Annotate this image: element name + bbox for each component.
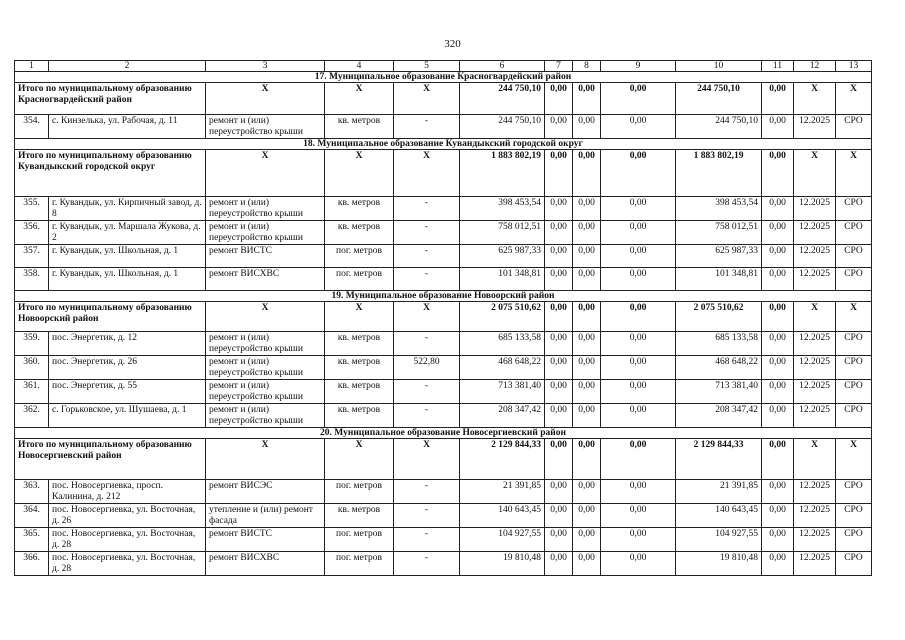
c11-cell: 0,00: [762, 197, 794, 221]
table-row: [15, 197, 872, 221]
total-c3: X: [206, 439, 325, 480]
fund-cost-cell: 140 643,45: [676, 504, 762, 528]
c9-cell: 0,00: [601, 356, 676, 380]
quantity-cell: -: [394, 197, 460, 221]
fund-cost-cell: 208 347,42: [676, 404, 762, 428]
c7-cell: 0,00: [545, 245, 573, 268]
address-cell: г. Кувандык, ул. Школьная, д. 1: [49, 245, 206, 268]
c8-cell: 0,00: [573, 221, 601, 245]
total-c4: X: [325, 83, 394, 115]
row-number: 355.: [15, 197, 49, 221]
total-c4: X: [325, 439, 394, 480]
total-c3: X: [206, 83, 325, 115]
total-cost-cell: 140 643,45: [460, 504, 545, 528]
c11-cell: 0,00: [762, 552, 794, 576]
quantity-cell: -: [394, 528, 460, 552]
work-type-cell: ремонт ВИСТС: [206, 528, 325, 552]
c9-cell: 0,00: [601, 245, 676, 268]
table-row: [15, 221, 872, 245]
section-heading-row: [15, 139, 872, 150]
column-number-header: 10: [676, 61, 762, 72]
total-c7: 0,00: [545, 150, 573, 197]
c7-cell: 0,00: [545, 528, 573, 552]
total-c12: X: [794, 439, 836, 480]
total-row: [15, 439, 872, 480]
total-c13: X: [836, 439, 872, 480]
total-cost-cell: 713 381,40: [460, 380, 545, 404]
c9-cell: 0,00: [601, 552, 676, 576]
total-c11: 0,00: [762, 302, 794, 332]
table-body: [15, 61, 872, 576]
total-cost-cell: 19 810,48: [460, 552, 545, 576]
c9-cell: 0,00: [601, 332, 676, 356]
quantity-cell: -: [394, 552, 460, 576]
work-type-cell: ремонт ВИСЭС: [206, 480, 325, 504]
total-c12: X: [794, 150, 836, 197]
row-number: 362.: [15, 404, 49, 428]
total-c11: 0,00: [762, 83, 794, 115]
total-c8: 0,00: [573, 302, 601, 332]
total-c9: 0,00: [601, 150, 676, 197]
c8-cell: 0,00: [573, 552, 601, 576]
section-heading-row: [15, 428, 872, 439]
address-cell: г. Кувандык, ул. Школьная, д. 1: [49, 268, 206, 291]
quantity-cell: -: [394, 221, 460, 245]
address-cell: г. Кувандык, ул. Маршала Жукова, д. 2: [49, 221, 206, 245]
address-cell: с. Кинзелька, ул. Рабочая, д. 11: [49, 115, 206, 139]
c7-cell: 0,00: [545, 268, 573, 291]
fund-cost-cell: 758 012,51: [676, 221, 762, 245]
column-number-header: 5: [394, 61, 460, 72]
fund-cost-cell: 398 453,54: [676, 197, 762, 221]
c8-cell: 0,00: [573, 115, 601, 139]
total-c6: 2 129 844,33: [460, 439, 545, 480]
table-row: [15, 552, 872, 576]
total-c6: 1 883 802,19: [460, 150, 545, 197]
method-cell: СРО: [836, 268, 872, 291]
unit-cell: пог. метров: [325, 528, 394, 552]
row-number: 354.: [15, 115, 49, 139]
unit-cell: кв. метров: [325, 197, 394, 221]
method-cell: СРО: [836, 356, 872, 380]
address-cell: пос. Энергетик, д. 26: [49, 356, 206, 380]
total-label: Итого по муниципальному образованию Новосергиевский район: [15, 439, 206, 480]
fund-cost-cell: 685 133,58: [676, 332, 762, 356]
row-number: 356.: [15, 221, 49, 245]
quantity-cell: -: [394, 245, 460, 268]
quantity-cell: -: [394, 380, 460, 404]
unit-cell: пог. метров: [325, 480, 394, 504]
total-c4: X: [325, 302, 394, 332]
method-cell: СРО: [836, 380, 872, 404]
work-type-cell: ремонт и (или) переустройство крыши: [206, 332, 325, 356]
c9-cell: 0,00: [601, 380, 676, 404]
c11-cell: 0,00: [762, 356, 794, 380]
total-cost-cell: 468 648,22: [460, 356, 545, 380]
c9-cell: 0,00: [601, 480, 676, 504]
c8-cell: 0,00: [573, 528, 601, 552]
total-c5: X: [394, 83, 460, 115]
total-c7: 0,00: [545, 302, 573, 332]
section-title: 17. Муниципальное образование Красногвардейский район: [15, 72, 872, 83]
work-type-cell: ремонт и (или) переустройство крыши: [206, 221, 325, 245]
total-cost-cell: 685 133,58: [460, 332, 545, 356]
fund-cost-cell: 713 381,40: [676, 380, 762, 404]
section-title: 19. Муниципальное образование Новоорский район: [15, 291, 872, 302]
table-row: [15, 268, 872, 291]
c7-cell: 0,00: [545, 197, 573, 221]
method-cell: СРО: [836, 552, 872, 576]
deadline-cell: 12.2025: [794, 197, 836, 221]
c8-cell: 0,00: [573, 356, 601, 380]
row-number: 364.: [15, 504, 49, 528]
c11-cell: 0,00: [762, 268, 794, 291]
c9-cell: 0,00: [601, 504, 676, 528]
row-number: 363.: [15, 480, 49, 504]
section-heading-row: [15, 72, 872, 83]
deadline-cell: 12.2025: [794, 268, 836, 291]
total-cost-cell: 104 927,55: [460, 528, 545, 552]
column-number-header: 6: [460, 61, 545, 72]
c7-cell: 0,00: [545, 221, 573, 245]
total-c5: X: [394, 302, 460, 332]
total-c11: 0,00: [762, 439, 794, 480]
fund-cost-cell: 21 391,85: [676, 480, 762, 504]
deadline-cell: 12.2025: [794, 115, 836, 139]
total-c8: 0,00: [573, 83, 601, 115]
c7-cell: 0,00: [545, 504, 573, 528]
fund-cost-cell: 101 348,81: [676, 268, 762, 291]
c7-cell: 0,00: [545, 404, 573, 428]
method-cell: СРО: [836, 504, 872, 528]
deadline-cell: 12.2025: [794, 528, 836, 552]
column-number-row: [15, 61, 872, 72]
total-label: Итого по муниципальному образованию Кувандыкский городской округ: [15, 150, 206, 197]
quantity-cell: -: [394, 332, 460, 356]
method-cell: СРО: [836, 245, 872, 268]
total-cost-cell: 208 347,42: [460, 404, 545, 428]
deadline-cell: 12.2025: [794, 404, 836, 428]
address-cell: пос. Новосергиевка, просп. Калинина, д. 212: [49, 480, 206, 504]
unit-cell: кв. метров: [325, 115, 394, 139]
c7-cell: 0,00: [545, 480, 573, 504]
address-cell: г. Кувандык, ул. Кирпичный завод, д. 8: [49, 197, 206, 221]
c11-cell: 0,00: [762, 504, 794, 528]
method-cell: СРО: [836, 221, 872, 245]
c9-cell: 0,00: [601, 115, 676, 139]
c8-cell: 0,00: [573, 504, 601, 528]
column-number-header: 7: [545, 61, 573, 72]
address-cell: пос. Новосергиевка, ул. Восточная, д. 28: [49, 552, 206, 576]
c7-cell: 0,00: [545, 356, 573, 380]
work-type-cell: ремонт и (или) переустройство крыши: [206, 356, 325, 380]
total-cost-cell: 101 348,81: [460, 268, 545, 291]
unit-cell: кв. метров: [325, 380, 394, 404]
total-label: Итого по муниципальному образованию Красногвардейский район: [15, 83, 206, 115]
row-number: 358.: [15, 268, 49, 291]
total-cost-cell: 625 987,33: [460, 245, 545, 268]
c8-cell: 0,00: [573, 245, 601, 268]
quantity-cell: -: [394, 480, 460, 504]
repair-program-table: [14, 60, 872, 576]
page-number: 320: [444, 38, 461, 50]
table-row: [15, 480, 872, 504]
quantity-cell: -: [394, 268, 460, 291]
c7-cell: 0,00: [545, 552, 573, 576]
total-c6: 244 750,10: [460, 83, 545, 115]
deadline-cell: 12.2025: [794, 221, 836, 245]
total-c13: X: [836, 83, 872, 115]
total-c8: 0,00: [573, 150, 601, 197]
c7-cell: 0,00: [545, 332, 573, 356]
total-c5: X: [394, 439, 460, 480]
fund-cost-cell: 19 810,48: [676, 552, 762, 576]
work-type-cell: ремонт и (или) переустройство крыши: [206, 197, 325, 221]
unit-cell: кв. метров: [325, 504, 394, 528]
table-row: [15, 528, 872, 552]
c9-cell: 0,00: [601, 268, 676, 291]
total-row: [15, 302, 872, 332]
c9-cell: 0,00: [601, 528, 676, 552]
table-row: [15, 404, 872, 428]
quantity-cell: -: [394, 404, 460, 428]
unit-cell: кв. метров: [325, 404, 394, 428]
fund-cost-cell: 104 927,55: [676, 528, 762, 552]
c11-cell: 0,00: [762, 245, 794, 268]
column-number-header: 2: [49, 61, 206, 72]
total-cost-cell: 398 453,54: [460, 197, 545, 221]
table-row: [15, 245, 872, 268]
address-cell: пос. Новосергиевка, ул. Восточная, д. 28: [49, 528, 206, 552]
total-cost-cell: 21 391,85: [460, 480, 545, 504]
row-number: 365.: [15, 528, 49, 552]
section-title: 18. Муниципальное образование Кувандыкский городской округ: [15, 139, 872, 150]
quantity-cell: -: [394, 115, 460, 139]
deadline-cell: 12.2025: [794, 356, 836, 380]
column-number-header: 4: [325, 61, 394, 72]
method-cell: СРО: [836, 115, 872, 139]
total-c10: 244 750,10: [676, 83, 762, 115]
deadline-cell: 12.2025: [794, 245, 836, 268]
method-cell: СРО: [836, 404, 872, 428]
fund-cost-cell: 468 648,22: [676, 356, 762, 380]
c11-cell: 0,00: [762, 115, 794, 139]
total-c7: 0,00: [545, 83, 573, 115]
deadline-cell: 12.2025: [794, 552, 836, 576]
c8-cell: 0,00: [573, 380, 601, 404]
c8-cell: 0,00: [573, 480, 601, 504]
unit-cell: кв. метров: [325, 356, 394, 380]
column-number-header: 11: [762, 61, 794, 72]
column-number-header: 12: [794, 61, 836, 72]
quantity-cell: -: [394, 504, 460, 528]
c8-cell: 0,00: [573, 268, 601, 291]
c8-cell: 0,00: [573, 332, 601, 356]
row-number: 360.: [15, 356, 49, 380]
c7-cell: 0,00: [545, 115, 573, 139]
table-row: [15, 356, 872, 380]
total-c8: 0,00: [573, 439, 601, 480]
total-c13: X: [836, 302, 872, 332]
method-cell: СРО: [836, 480, 872, 504]
section-title: 20. Муниципальное образование Новосергиевский район: [15, 428, 872, 439]
total-c12: X: [794, 83, 836, 115]
table-row: [15, 332, 872, 356]
table-row: [15, 504, 872, 528]
unit-cell: пог. метров: [325, 552, 394, 576]
fund-cost-cell: 625 987,33: [676, 245, 762, 268]
column-number-header: 3: [206, 61, 325, 72]
unit-cell: кв. метров: [325, 332, 394, 356]
c9-cell: 0,00: [601, 404, 676, 428]
total-c9: 0,00: [601, 302, 676, 332]
c8-cell: 0,00: [573, 404, 601, 428]
address-cell: пос. Новосергиевка, ул. Восточная, д. 26: [49, 504, 206, 528]
method-cell: СРО: [836, 332, 872, 356]
c11-cell: 0,00: [762, 480, 794, 504]
unit-cell: пог. метров: [325, 268, 394, 291]
row-number: 366.: [15, 552, 49, 576]
method-cell: СРО: [836, 528, 872, 552]
total-c9: 0,00: [601, 439, 676, 480]
deadline-cell: 12.2025: [794, 332, 836, 356]
column-number-header: 13: [836, 61, 872, 72]
row-number: 361.: [15, 380, 49, 404]
total-c7: 0,00: [545, 439, 573, 480]
address-cell: пос. Энергетик, д. 12: [49, 332, 206, 356]
deadline-cell: 12.2025: [794, 504, 836, 528]
total-row: [15, 150, 872, 197]
deadline-cell: 12.2025: [794, 480, 836, 504]
c9-cell: 0,00: [601, 221, 676, 245]
work-type-cell: ремонт ВИСХВС: [206, 268, 325, 291]
total-c11: 0,00: [762, 150, 794, 197]
work-type-cell: ремонт ВИСХВС: [206, 552, 325, 576]
c7-cell: 0,00: [545, 380, 573, 404]
work-type-cell: утепление и (или) ремонт фасада: [206, 504, 325, 528]
total-c9: 0,00: [601, 83, 676, 115]
total-cost-cell: 758 012,51: [460, 221, 545, 245]
total-c3: X: [206, 302, 325, 332]
address-cell: с. Горьковское, ул. Шушаева, д. 1: [49, 404, 206, 428]
work-type-cell: ремонт и (или) переустройство крыши: [206, 380, 325, 404]
fund-cost-cell: 244 750,10: [676, 115, 762, 139]
total-c10: 2 075 510,62: [676, 302, 762, 332]
total-c13: X: [836, 150, 872, 197]
total-c10: 1 883 802,19: [676, 150, 762, 197]
deadline-cell: 12.2025: [794, 380, 836, 404]
total-c5: X: [394, 150, 460, 197]
table-row: [15, 380, 872, 404]
method-cell: СРО: [836, 197, 872, 221]
quantity-cell: 522,80: [394, 356, 460, 380]
address-cell: пос. Энергетик, д. 55: [49, 380, 206, 404]
section-heading-row: [15, 291, 872, 302]
row-number: 357.: [15, 245, 49, 268]
work-type-cell: ремонт ВИСТС: [206, 245, 325, 268]
c11-cell: 0,00: [762, 404, 794, 428]
c11-cell: 0,00: [762, 528, 794, 552]
column-number-header: 8: [573, 61, 601, 72]
total-cost-cell: 244 750,10: [460, 115, 545, 139]
column-number-header: 9: [601, 61, 676, 72]
total-c4: X: [325, 150, 394, 197]
unit-cell: кв. метров: [325, 221, 394, 245]
total-c12: X: [794, 302, 836, 332]
column-number-header: 1: [15, 61, 49, 72]
c11-cell: 0,00: [762, 332, 794, 356]
table-row: [15, 115, 872, 139]
unit-cell: пог. метров: [325, 245, 394, 268]
c9-cell: 0,00: [601, 197, 676, 221]
total-c10: 2 129 844,33: [676, 439, 762, 480]
work-type-cell: ремонт и (или) переустройство крыши: [206, 404, 325, 428]
work-type-cell: ремонт и (или) переустройство крыши: [206, 115, 325, 139]
total-label: Итого по муниципальному образованию Новоорский район: [15, 302, 206, 332]
c8-cell: 0,00: [573, 197, 601, 221]
c11-cell: 0,00: [762, 380, 794, 404]
row-number: 359.: [15, 332, 49, 356]
total-row: [15, 83, 872, 115]
total-c3: X: [206, 150, 325, 197]
total-c6: 2 075 510,62: [460, 302, 545, 332]
c11-cell: 0,00: [762, 221, 794, 245]
